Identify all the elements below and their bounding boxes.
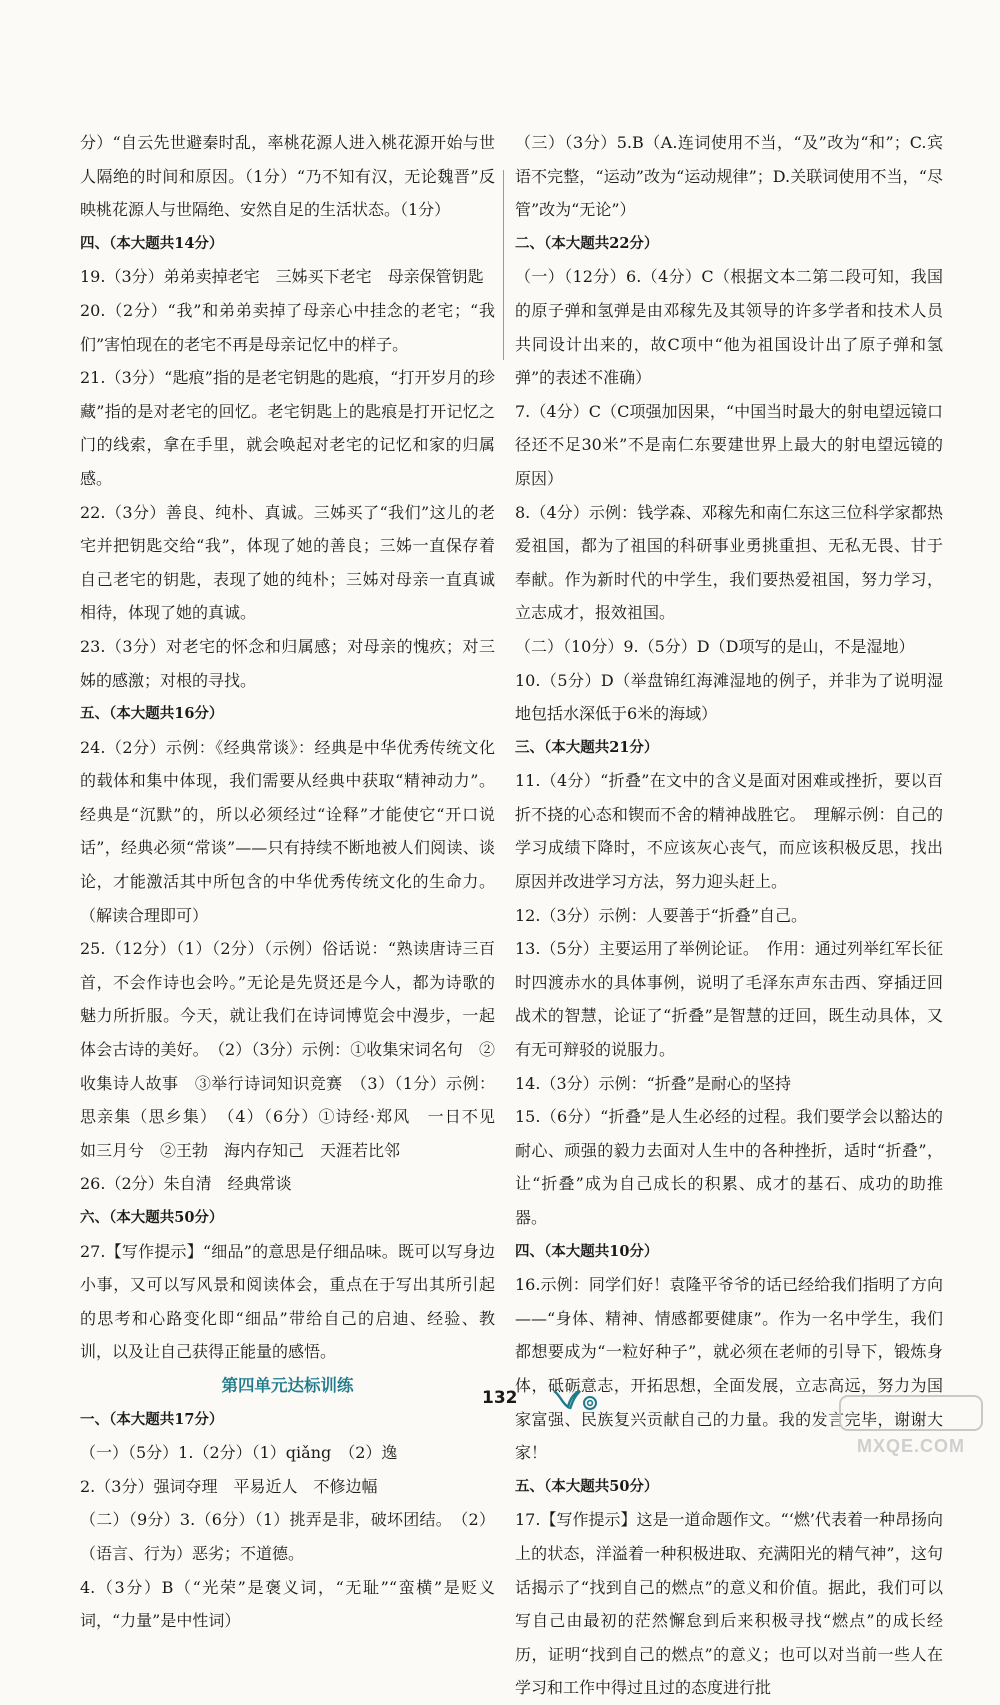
column-divider [503,170,504,360]
answer-paragraph: 14.（3分）示例：“折叠”是耐心的坚持 [515,1073,791,1093]
answer-paragraph: 16.示例：同学们好！袁隆平爷爷的话已经给我们指明了方向——“身体、精神、情感都要健康”。作为一名中学生，我们都想要成为“一粒好种子”，就必须在老师的引导下，锻炼身体，砥砺意志，开拓思想，全面发展，立志高远，努力为国家富强、民族复兴贡献自己的力量。我的发言完毕，谢谢大家！ [515,1275,943,1463]
answer-paragraph: 8.（4分）示例：钱学森、邓稼先和南仁东这三位科学家都热爱祖国，都为了祖国的科研事业勇挑重担、无私无畏、甘于奉献。作为新时代的中学生，我们要热爱祖国，努力学习，立志成才，报效祖国。 [515,502,943,623]
answer-paragraph: 13.（5分）主要运用了举例论证。 作用：通过列举红军长征时四渡赤水的具体事例，说明了毛泽东声东击西、穿插迂回战术的智慧，论证了“折叠”是智慧的迂回，既生动具体，又有无可辩驳的说服力。 [515,939,943,1060]
answer-paragraph: 11.（4分）“折叠”在文中的含义是面对困难或挫折，要以百折不挠的心态和锲而不舍的精神战胜它。 理解示例：自己的学习成绩下降时，不应该灰心丧气，而应该积极反思，找出原因并改进学习方法，努力迎头赶上。 [515,771,943,892]
answer-paragraph: 4.（3分）B（“光荣”是褒义词，“无耻”“蛮横”是贬义词，“力量”是中性词） [80,1577,495,1631]
section-heading: 五、（本大题共16分） [80,705,224,723]
answer-paragraph: （一）（12分）6.（4分）C（根据文本二第二段可知，我国的原子弹和氢弹是由邓稼先及其领导的许多学者和技术人员共同设计出来的，故C项中“他为祖国设计出了原子弹和氢弹”的表述不准确） [515,267,943,388]
answer-paragraph: 21.（3分）“匙痕”指的是老宅钥匙的匙痕，“打开岁月的珍藏”指的是对老宅的回忆。老宅钥匙上的匙痕是打开记忆之门的线索，拿在手里，就会唤起对老宅的记忆和家的归属感。 [80,368,495,488]
watermark-logo [836,1394,986,1458]
answer-paragraph: 20.（2分）“我”和弟弟卖掉了母亲心中挂念的老宅；“我们”害怕现在的老宅不再是母亲记忆中的样子。 [80,300,495,354]
svg-text:MXQE.COM: MXQE.COM [856,1436,966,1456]
section-heading: 六、（本大题共50分） [80,1209,224,1226]
section-heading: 三、（本大题共21分） [515,738,659,756]
page-ornament-icon [550,1385,610,1413]
answer-paragraph: 22.（3分）善良、纯朴、真诚。三姊买了“我们”这儿的老宅并把钥匙交给“我”，体现了她的善良；三姊一直保存着自己老宅的钥匙，表现了她的纯朴；三姊对母亲一直真诚相待，体现了她的真诚。 [80,502,495,623]
answer-paragraph: 7.（4分）C（C项强加因果，“中国当时最大的射电望远镜口径还不足30米”不是南仁东要建世界上最大的射电望远镜的原因） [515,401,943,488]
answer-paragraph: （二）（9分）3.（6分）（1）挑弄是非，破坏团结。 （2）（语言、行为）恶劣；不道德。 [80,1510,495,1563]
answer-paragraph: 12.（3分）示例：人要善于“折叠”自己。 [515,905,807,925]
answer-paragraph: （一）（5分）1.（2分）（1）qiǎng （2）逸 [80,1443,398,1463]
section-heading: 一、（本大题共17分） [80,1410,224,1428]
answer-paragraph: 26.（2分）朱自清 经典常谈 [80,1174,292,1194]
answer-paragraph: （三）（3分）5.B（A.连词使用不当，“及”改为“和”；C.宾语不完整，“运动”改为“运动规律”；D.关联词使用不当，“尽管”改为“无论”） [515,133,943,220]
answer-paragraph: 分）“自云先世避秦时乱，率桃花源人进入桃花源开始与世人隔绝的时间和原因。（1分）“乃不知有汉，无论魏晋”反映桃花源人与世隔绝、安然自足的生活状态。（1分） [80,133,495,220]
right-column [515,126,943,1705]
section-heading: 二、（本大题共22分） [515,234,659,252]
answer-paragraph: 23.（3分）对老宅的怀念和归属感；对母亲的愧疚；对三姊的感激；对根的寻找。 [80,636,495,690]
answer-paragraph: 2.（3分）强词夺理 平易近人 不修边幅 [80,1476,378,1496]
unit-title: 第四单元达标训练 [221,1375,354,1395]
section-heading: 四、（本大题共14分） [80,234,224,252]
answer-paragraph: 24.（2分）示例：《经典常谈》：经典是中华优秀传统文化的载体和集中体现，我们需要从经典中获取“精神动力”。经典是“沉默”的，所以必须经过“诠释”才能使它“开口说话”，经典必须“常谈”——只有持续不断地被人们阅读、谈论，才能激活其中所包含的中华优秀传统文化的生命力。（解读合理即可） [80,737,495,925]
answer-paragraph: 10.（5分）D（举盘锦红海滩湿地的例子，并非为了说明湿地包括水深低于6米的海域） [515,670,943,724]
section-heading: 四、（本大题共10分） [515,1242,659,1260]
section-heading: 五、（本大题共50分） [515,1477,659,1495]
answer-paragraph: 27.【写作提示】“细品”的意思是仔细品味。既可以写身边小事，又可以写风景和阅读体会，重点在于写出其所引起的思考和心路变化即“细品”带给自己的启迪、经验、教训，以及让自己获得正能量的感悟。 [80,1241,495,1362]
answer-paragraph: 25.（12分）（1）（2分）（示例）俗话说：“熟读唐诗三百首，不会作诗也会吟。”无论是先贤还是今人，都为诗歌的魅力所折服。今天，就让我们在诗词博览会中漫步，一起体会古诗的美好。 （2）（3分）示例：①收集宋词名句 ②收集诗人故事 ③举行诗词知识竞赛 （3）（1分）示例：思亲集（思乡集） （4）（6分）①诗经·郑风 一日不见 如三月兮 ②王勃 海内存知己 天涯若比邻 [80,939,512,1160]
page-number: 132 [482,1388,518,1408]
answer-paragraph: （二）（10分）9.（5分）D（D项写的是山，不是湿地） [515,636,915,656]
answer-paragraph: 19.（3分）弟弟卖掉老宅 三姊买下老宅 母亲保管钥匙 [80,267,484,287]
answer-paragraph: 15.（6分）“折叠”是人生必经的过程。我们要学会以豁达的耐心、顽强的毅力去面对人生中的各种挫折，适时“折叠”，让“折叠”成为自己成长的积累、成才的基石、成功的助推器。 [515,1107,943,1227]
answer-paragraph: 17.【写作提示】这是一道命题作文。“‘燃’代表着一种昂扬向上的状态，洋溢着一种积极进取、充满阳光的精气神”，这句话揭示了“找到自己的燃点”的意义和价值。据此，我们可以写自己由最初的茫然懈怠到后来积极寻找“燃点”的成长经历，证明“找到自己的燃点”的意义；也可以对当前一些人在学习和工作中得过且过的态度进行批 [515,1510,943,1698]
